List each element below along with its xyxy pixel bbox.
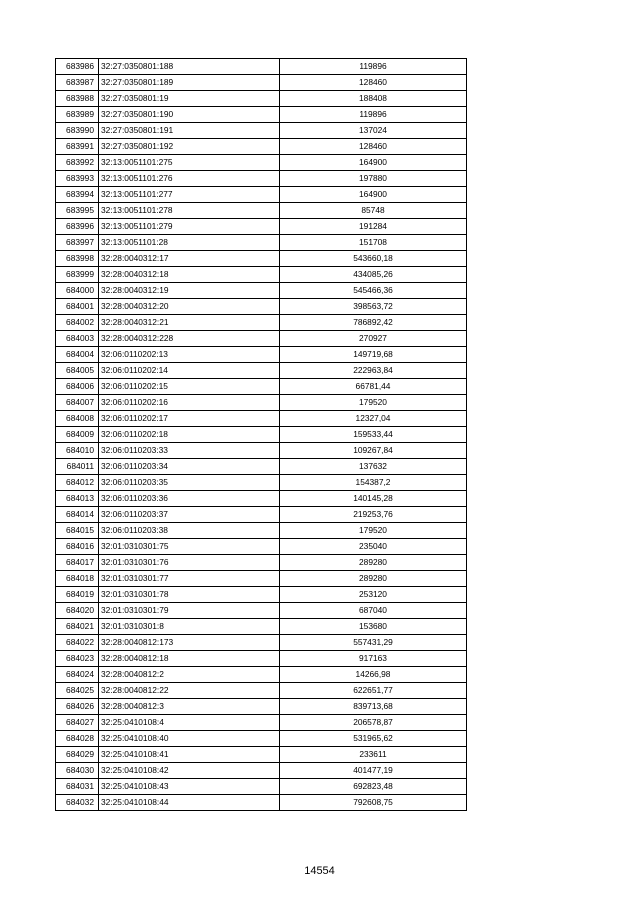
cadastral-value: 153680	[280, 619, 467, 635]
cadastral-value: 12327,04	[280, 411, 467, 427]
cadastral-value: 119896	[280, 59, 467, 75]
cadastral-value: 792608,75	[280, 795, 467, 811]
row-number: 683986	[56, 59, 99, 75]
cadastral-value: 151708	[280, 235, 467, 251]
table-row	[56, 587, 467, 603]
cadastral-number: 32:28:0040312:20	[99, 299, 280, 315]
table-row	[56, 651, 467, 667]
table-row	[56, 475, 467, 491]
cadastral-number: 32:13:0051101:28	[99, 235, 280, 251]
row-number: 683995	[56, 203, 99, 219]
cadastral-value-table	[55, 58, 467, 811]
cadastral-value: 179520	[280, 395, 467, 411]
cadastral-number: 32:01:0310301:78	[99, 587, 280, 603]
cadastral-number: 32:06:0110202:16	[99, 395, 280, 411]
cadastral-value: 839713,68	[280, 699, 467, 715]
cadastral-value: 622651,77	[280, 683, 467, 699]
table-row	[56, 603, 467, 619]
row-number: 684012	[56, 475, 99, 491]
cadastral-number: 32:01:0310301:8	[99, 619, 280, 635]
row-number: 684001	[56, 299, 99, 315]
cadastral-number: 32:28:0040312:21	[99, 315, 280, 331]
cadastral-number: 32:28:0040812:18	[99, 651, 280, 667]
cadastral-value: 219253,76	[280, 507, 467, 523]
cadastral-value: 128460	[280, 75, 467, 91]
table-row	[56, 267, 467, 283]
table-row	[56, 507, 467, 523]
cadastral-value: 917163	[280, 651, 467, 667]
cadastral-value: 531965,62	[280, 731, 467, 747]
cadastral-value: 66781,44	[280, 379, 467, 395]
page-number: 14554	[304, 865, 335, 877]
cadastral-number: 32:27:0350801:19	[99, 91, 280, 107]
table-row	[56, 443, 467, 459]
cadastral-value: 137632	[280, 459, 467, 475]
cadastral-value: 149719,68	[280, 347, 467, 363]
cadastral-value: 164900	[280, 155, 467, 171]
cadastral-number: 32:06:0110202:13	[99, 347, 280, 363]
cadastral-value: 543660,18	[280, 251, 467, 267]
table-row	[56, 219, 467, 235]
row-number: 684010	[56, 443, 99, 459]
cadastral-value: 545466,36	[280, 283, 467, 299]
row-number: 684003	[56, 331, 99, 347]
table-row	[56, 411, 467, 427]
cadastral-number: 32:28:0040312:18	[99, 267, 280, 283]
cadastral-number: 32:13:0051101:279	[99, 219, 280, 235]
table-row	[56, 155, 467, 171]
table-row	[56, 763, 467, 779]
table-row	[56, 747, 467, 763]
table-row	[56, 395, 467, 411]
table-row	[56, 315, 467, 331]
row-number: 683992	[56, 155, 99, 171]
cadastral-value: 206578,87	[280, 715, 467, 731]
row-number: 683988	[56, 91, 99, 107]
cadastral-number: 32:28:0040812:2	[99, 667, 280, 683]
row-number: 684006	[56, 379, 99, 395]
cadastral-value: 85748	[280, 203, 467, 219]
table-row	[56, 235, 467, 251]
cadastral-number: 32:06:0110203:38	[99, 523, 280, 539]
row-number: 683997	[56, 235, 99, 251]
table-row	[56, 347, 467, 363]
row-number: 684024	[56, 667, 99, 683]
row-number: 684021	[56, 619, 99, 635]
cadastral-number: 32:06:0110203:34	[99, 459, 280, 475]
row-number: 684020	[56, 603, 99, 619]
row-number: 684005	[56, 363, 99, 379]
cadastral-number: 32:28:0040812:22	[99, 683, 280, 699]
table-row	[56, 539, 467, 555]
table-row	[56, 251, 467, 267]
cadastral-value: 270927	[280, 331, 467, 347]
cadastral-number: 32:06:0110203:33	[99, 443, 280, 459]
cadastral-number: 32:28:0040312:228	[99, 331, 280, 347]
table-row	[56, 731, 467, 747]
cadastral-value: 154387,2	[280, 475, 467, 491]
table-row	[56, 363, 467, 379]
row-number: 684013	[56, 491, 99, 507]
cadastral-value: 687040	[280, 603, 467, 619]
cadastral-number: 32:27:0350801:188	[99, 59, 280, 75]
cadastral-value: 401477,19	[280, 763, 467, 779]
cadastral-value: 289280	[280, 571, 467, 587]
row-number: 684017	[56, 555, 99, 571]
row-number: 684004	[56, 347, 99, 363]
table-row	[56, 715, 467, 731]
table-row	[56, 619, 467, 635]
row-number: 684014	[56, 507, 99, 523]
cadastral-number: 32:28:0040312:19	[99, 283, 280, 299]
cadastral-value: 786892,42	[280, 315, 467, 331]
cadastral-value: 692823,48	[280, 779, 467, 795]
cadastral-value: 253120	[280, 587, 467, 603]
row-number: 684016	[56, 539, 99, 555]
cadastral-number: 32:13:0051101:275	[99, 155, 280, 171]
cadastral-value: 14266,98	[280, 667, 467, 683]
cadastral-number: 32:06:0110202:17	[99, 411, 280, 427]
table-row	[56, 75, 467, 91]
cadastral-number: 32:25:0410108:40	[99, 731, 280, 747]
table-row	[56, 459, 467, 475]
row-number: 684031	[56, 779, 99, 795]
table-row	[56, 523, 467, 539]
table-row	[56, 491, 467, 507]
cadastral-number: 32:25:0410108:44	[99, 795, 280, 811]
cadastral-value: 557431,29	[280, 635, 467, 651]
row-number: 684018	[56, 571, 99, 587]
row-number: 684000	[56, 283, 99, 299]
cadastral-number: 32:28:0040812:3	[99, 699, 280, 715]
cadastral-number: 32:27:0350801:189	[99, 75, 280, 91]
table-row	[56, 107, 467, 123]
cadastral-number: 32:27:0350801:190	[99, 107, 280, 123]
table-row	[56, 171, 467, 187]
row-number: 683991	[56, 139, 99, 155]
table-row	[56, 59, 467, 75]
cadastral-number: 32:06:0110202:14	[99, 363, 280, 379]
row-number: 683987	[56, 75, 99, 91]
cadastral-number: 32:25:0410108:41	[99, 747, 280, 763]
cadastral-value: 137024	[280, 123, 467, 139]
table-row	[56, 795, 467, 811]
table-row	[56, 683, 467, 699]
cadastral-number: 32:13:0051101:278	[99, 203, 280, 219]
table-row	[56, 699, 467, 715]
cadastral-number: 32:06:0110203:36	[99, 491, 280, 507]
row-number: 684032	[56, 795, 99, 811]
row-number: 684022	[56, 635, 99, 651]
cadastral-number: 32:28:0040812:173	[99, 635, 280, 651]
row-number: 683998	[56, 251, 99, 267]
cadastral-number: 32:01:0310301:77	[99, 571, 280, 587]
cadastral-value: 179520	[280, 523, 467, 539]
cadastral-value: 233611	[280, 747, 467, 763]
cadastral-value: 434085,26	[280, 267, 467, 283]
cadastral-number: 32:06:0110202:15	[99, 379, 280, 395]
table-row	[56, 379, 467, 395]
row-number: 683989	[56, 107, 99, 123]
row-number: 684028	[56, 731, 99, 747]
table-row	[56, 331, 467, 347]
table-row	[56, 203, 467, 219]
table-row	[56, 571, 467, 587]
cadastral-value: 398563,72	[280, 299, 467, 315]
cadastral-number: 32:01:0310301:79	[99, 603, 280, 619]
table-row	[56, 123, 467, 139]
table-row	[56, 667, 467, 683]
cadastral-number: 32:06:0110203:37	[99, 507, 280, 523]
row-number: 683994	[56, 187, 99, 203]
cadastral-number: 32:13:0051101:276	[99, 171, 280, 187]
cadastral-value: 197880	[280, 171, 467, 187]
cadastral-value: 109267,84	[280, 443, 467, 459]
row-number: 684025	[56, 683, 99, 699]
row-number: 684002	[56, 315, 99, 331]
table-row	[56, 187, 467, 203]
row-number: 684008	[56, 411, 99, 427]
row-number: 684009	[56, 427, 99, 443]
row-number: 684027	[56, 715, 99, 731]
table-body	[56, 59, 467, 811]
cadastral-value: 164900	[280, 187, 467, 203]
row-number: 684007	[56, 395, 99, 411]
cadastral-number: 32:01:0310301:76	[99, 555, 280, 571]
table-row	[56, 635, 467, 651]
row-number: 683993	[56, 171, 99, 187]
cadastral-value: 159533,44	[280, 427, 467, 443]
cadastral-value: 289280	[280, 555, 467, 571]
row-number: 684030	[56, 763, 99, 779]
cadastral-value: 140145,28	[280, 491, 467, 507]
cadastral-number: 32:06:0110202:18	[99, 427, 280, 443]
row-number: 684023	[56, 651, 99, 667]
table-row	[56, 139, 467, 155]
row-number: 684015	[56, 523, 99, 539]
row-number: 683990	[56, 123, 99, 139]
cadastral-value: 222963,84	[280, 363, 467, 379]
cadastral-value: 188408	[280, 91, 467, 107]
table-row	[56, 427, 467, 443]
table-row	[56, 555, 467, 571]
cadastral-number: 32:28:0040312:17	[99, 251, 280, 267]
cadastral-number: 32:25:0410108:43	[99, 779, 280, 795]
cadastral-number: 32:13:0051101:277	[99, 187, 280, 203]
table-row	[56, 283, 467, 299]
cadastral-number: 32:06:0110203:35	[99, 475, 280, 491]
cadastral-number: 32:27:0350801:191	[99, 123, 280, 139]
row-number: 684019	[56, 587, 99, 603]
row-number: 684026	[56, 699, 99, 715]
row-number: 683999	[56, 267, 99, 283]
table-row	[56, 299, 467, 315]
cadastral-value: 119896	[280, 107, 467, 123]
row-number: 684029	[56, 747, 99, 763]
row-number: 684011	[56, 459, 99, 475]
row-number: 683996	[56, 219, 99, 235]
cadastral-value: 191284	[280, 219, 467, 235]
cadastral-number: 32:25:0410108:4	[99, 715, 280, 731]
table-row	[56, 91, 467, 107]
cadastral-number: 32:27:0350801:192	[99, 139, 280, 155]
cadastral-value: 235040	[280, 539, 467, 555]
cadastral-number: 32:01:0310301:75	[99, 539, 280, 555]
table-row	[56, 779, 467, 795]
cadastral-value: 128460	[280, 139, 467, 155]
cadastral-number: 32:25:0410108:42	[99, 763, 280, 779]
